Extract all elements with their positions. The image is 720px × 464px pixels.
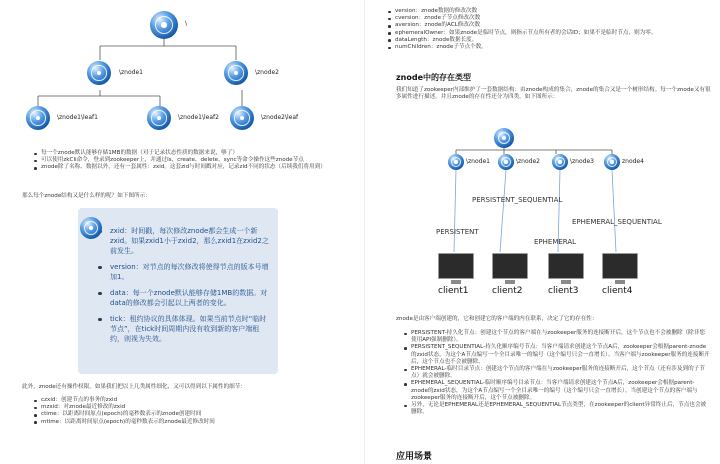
right-intro: 我们知道了zookeeper内部维护了一套数据结构：由znode构成的集合，znode的集合又是一个树形结构。每一个znode又有很多属性进行描述。并且znode的存在性还分为四类，如下图所示： <box>396 87 711 101</box>
tree-znode2-icon <box>224 61 248 85</box>
right-bullets-bottom <box>404 330 710 416</box>
list-item: PERSISTENT-持久化节点：创建这个节点的客户端在与zookeeper服务的连接断开后，这个节点也不会被删除（除非您使用API强制删除）。 <box>404 330 710 344</box>
left-bullets-top <box>34 150 352 172</box>
client3-label: client3 <box>548 286 579 296</box>
list-item: czxid：创建节点的事务的zxid <box>34 397 352 404</box>
tree-leaf3-icon <box>230 106 254 130</box>
tree-znode2-label: \znode2 <box>255 69 279 76</box>
tree-leaf2-label: \znode1\leaf2 <box>178 114 219 121</box>
left-intro2: 此外，znode还有操作权限。如果我们把以上几类属性细化，又可以得到以下属性的细节： <box>22 384 246 390</box>
diagram-znode2-label: \znode2 <box>516 158 540 165</box>
section-heading-types: znode中的存在类型 <box>396 73 471 82</box>
tree-leaf1-label: \znode1\leaf1 <box>57 114 98 121</box>
list-item: cversion：znode子节点修改次数 <box>388 15 708 22</box>
list-item: 另外，无论是EPHEMERAL还是EPHEMERAL_SEQUENTIAL节点类型，在zookeeper的client异常终止后，节点也会被删除。 <box>404 402 710 416</box>
list-item: numChildren：znode子节点个数。 <box>388 44 708 51</box>
list-item: EPHEMERAL_SEQUENTIAL-临时顺序编号目录节点：当客户端请求创建这个节点A后，zookeeper会根据parent-znode的zxid状态，为这个A节点编写一个全目录唯一的编号（这个编号只会一直增长）。当创建这个节点的客户端与zookeeper服务的连接断开后，这个节点被删除。 <box>404 380 710 402</box>
left-bullets-bottom <box>34 397 352 426</box>
list-item: ephemeralOwner：如果znode是临时节点，则指示节点所有者的会话ID；如果不是临时节点，则为零。 <box>388 30 708 37</box>
section-heading-scenarios: 应用场景 <box>396 452 433 462</box>
card-node-icon <box>80 217 102 239</box>
label-ephemeral: EPHEMERAL <box>534 238 577 246</box>
list-item: version：znode数据的修改次数 <box>388 8 708 15</box>
list-item: znode除了名称、数据以外，还有一套属性：zxid。这套zid与时间戳对应，记录zid不同的状态（后续我们将用到） <box>34 164 352 171</box>
list-item: 每一个znode默认能够存储1MB的数据（对于记录状态性质的数据来说，够了） <box>34 150 352 157</box>
client3-monitor-icon <box>548 253 584 279</box>
list-item: mtime：以距离时间原点(epoch)的毫秒数表示的znode最近修改时间 <box>34 419 352 426</box>
diagram-znode2-icon <box>498 154 514 170</box>
tree-leaf3-label: \znode2\leaf <box>261 114 299 121</box>
card-item-data: data：每一个znode默认能够存储1MB的数据。对data的修改都会引起以上两者的变化。 <box>98 288 272 308</box>
tree-root-label: \ <box>185 20 188 27</box>
client2-monitor-icon <box>492 253 528 279</box>
diagram-znode1-label: \znode1 <box>466 158 490 165</box>
right-column <box>368 0 720 464</box>
list-item: aversion：znode的ACL修改次数 <box>388 22 708 29</box>
list-item: PERSISTENT_SEQUENTIAL-持久化顺序编号节点：当客户端请求创建这个节点A后，zookeeper会根据parent-znode的zxid状态，为这个A节点编写一个全目录唯一的编号（这个编号只会一直增长）。当客户端与zookeeper服务的连接断开后，这个节点也不会被删除。 <box>404 344 710 366</box>
diagram-znode3-icon <box>552 154 568 170</box>
left-question: 那么每个znode结构又是什么样的呢？如下图所示： <box>22 193 151 199</box>
tree-znode1-icon <box>87 61 111 85</box>
tree-leaf1-icon <box>26 106 50 130</box>
diagram-znode4-icon <box>604 154 620 170</box>
list-item: dataLength：znode数据长度。 <box>388 37 708 44</box>
label-ephemeral-sequential: EPHEMERAL_SEQUENTIAL <box>572 218 662 226</box>
diagram-znode3-label: \znode3 <box>570 158 594 165</box>
tree-znode1-label: \znode1 <box>119 69 143 76</box>
diagram-root-icon <box>494 128 514 148</box>
client4-label: client4 <box>602 286 633 296</box>
tree-root-node-icon <box>150 11 178 39</box>
diagram-connectors <box>368 0 720 300</box>
column-separator <box>364 0 365 464</box>
client2-label: client2 <box>492 286 523 296</box>
znode-structure-card <box>78 208 278 374</box>
diagram-znode4-label: znode4 <box>622 158 644 165</box>
label-persistent-sequential: PERSISTENT_SEQUENTIAL <box>472 196 563 204</box>
tree-leaf2-icon <box>147 106 171 130</box>
right-para2: znode是由客户端创建的，它和创建它的客户端的内在联系，决定了它的存在性： <box>396 316 598 322</box>
list-item: ctime：以距离时间原点(epoch)的毫秒数表示的znode创建时间 <box>34 411 352 418</box>
list-item: mzxid：对znode最近修改的zxid <box>34 404 352 411</box>
client4-monitor-icon <box>602 253 638 279</box>
client1-monitor-icon <box>438 253 474 279</box>
card-item-tick: tick：租约协议的具体体现。如果当前节点时“临时节点”，在tick时间周期内没有收到新的客户端租约，则视为失效。 <box>98 314 272 344</box>
list-item: EPHEMERAL-临时目录节点：创建这个节点的客户端在与zookeeper服务的连接断开后，这个节点（还有涉及到的子节点）就会被删除。 <box>404 366 710 380</box>
card-item-zxid: zxid：时间戳，每次修改znode都会生成一个新zxid。如果zxid1小于zxid2，那么zxid1在zxid2之前发生。 <box>98 226 272 256</box>
card-item-version: version：对节点的每次修改将使得节点的版本号增加1。 <box>98 262 272 282</box>
card-list <box>98 226 272 350</box>
client1-label: client1 <box>438 286 469 296</box>
label-persistent: PERSISTENT <box>436 228 479 236</box>
diagram-znode1-icon <box>448 154 464 170</box>
list-item: 可以使用zkCli命令，登录到zookeeper上，并通过ls、create、delete、sync等命令操作这些znode节点 <box>34 157 352 164</box>
